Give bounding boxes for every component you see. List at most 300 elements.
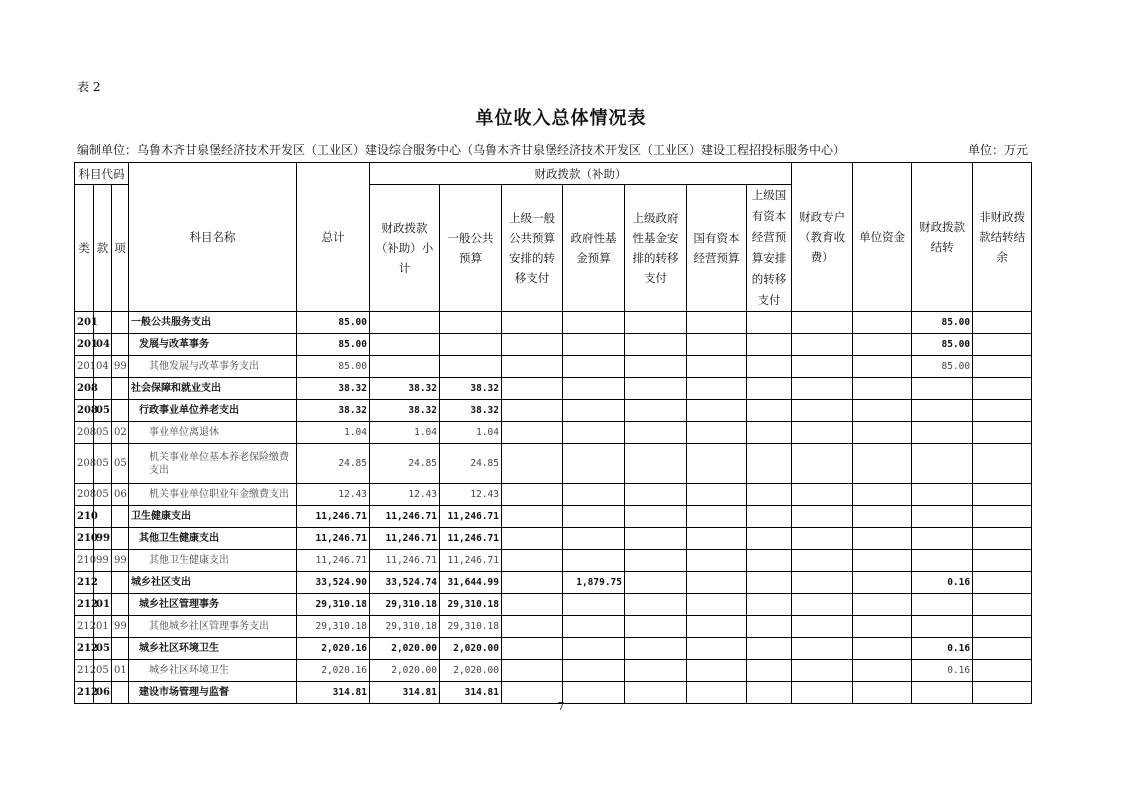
cell-general-budget: 11,246.71 bbox=[440, 550, 502, 572]
cell-lei: 212 bbox=[75, 616, 94, 638]
cell-kuan: 05 bbox=[94, 400, 112, 422]
cell-lei: 212 bbox=[75, 682, 94, 704]
cell-upper-state-capital-transfer bbox=[747, 550, 792, 572]
cell-unit-funds bbox=[853, 616, 912, 638]
cell-fiscal-carryover bbox=[912, 528, 973, 550]
cell-gov-fund bbox=[563, 506, 625, 528]
cell-general-budget: 38.32 bbox=[440, 378, 502, 400]
header-upper-general-transfer: 上级一般公共预算安排的转移支付 bbox=[502, 185, 563, 312]
table-row bbox=[75, 400, 1032, 422]
cell-name: 机关事业单位职业年金缴费支出 bbox=[129, 484, 297, 506]
cell-total: 29,310.18 bbox=[297, 616, 370, 638]
cell-general-budget: 11,246.71 bbox=[440, 528, 502, 550]
cell-unit-funds bbox=[853, 356, 912, 378]
cell-state-capital bbox=[687, 506, 747, 528]
cell-unit-funds bbox=[853, 400, 912, 422]
cell-name: 事业单位离退休 bbox=[129, 422, 297, 444]
header-total: 总计 bbox=[297, 163, 370, 312]
cell-fiscal-carryover: 0.16 bbox=[912, 660, 973, 682]
cell-upper-gov-fund-transfer bbox=[625, 660, 687, 682]
cell-xiang bbox=[112, 378, 129, 400]
table-row bbox=[75, 660, 1032, 682]
cell-upper-state-capital-transfer bbox=[747, 334, 792, 356]
header-lei: 类 bbox=[75, 185, 94, 312]
cell-fiscal-carryover: 0.16 bbox=[912, 638, 973, 660]
cell-upper-general-transfer bbox=[502, 572, 563, 594]
cell-xiang: 99 bbox=[112, 356, 129, 378]
cell-lei: 212 bbox=[75, 660, 94, 682]
cell-unit-funds bbox=[853, 334, 912, 356]
cell-xiang bbox=[112, 528, 129, 550]
cell-lei: 210 bbox=[75, 506, 94, 528]
cell-lei: 201 bbox=[75, 334, 94, 356]
cell-total: 12.43 bbox=[297, 484, 370, 506]
cell-nonfiscal-carryover bbox=[973, 484, 1032, 506]
header-state-capital: 国有资本经营预算 bbox=[687, 185, 747, 312]
cell-fiscal-subtotal: 24.85 bbox=[370, 444, 440, 484]
cell-total: 314.81 bbox=[297, 682, 370, 704]
table-body bbox=[75, 312, 1032, 704]
cell-state-capital bbox=[687, 572, 747, 594]
cell-xiang bbox=[112, 506, 129, 528]
cell-name: 其他城乡社区管理事务支出 bbox=[129, 616, 297, 638]
cell-upper-state-capital-transfer bbox=[747, 444, 792, 484]
cell-kuan: 04 bbox=[94, 356, 112, 378]
cell-lei: 208 bbox=[75, 422, 94, 444]
cell-upper-general-transfer bbox=[502, 528, 563, 550]
cell-fiscal-special bbox=[792, 356, 853, 378]
cell-fiscal-subtotal bbox=[370, 334, 440, 356]
cell-kuan: 01 bbox=[94, 616, 112, 638]
cell-xiang bbox=[112, 334, 129, 356]
cell-fiscal-subtotal: 29,310.18 bbox=[370, 616, 440, 638]
cell-upper-general-transfer bbox=[502, 400, 563, 422]
cell-fiscal-special bbox=[792, 638, 853, 660]
cell-fiscal-carryover bbox=[912, 422, 973, 444]
cell-fiscal-carryover bbox=[912, 444, 973, 484]
cell-name: 一般公共服务支出 bbox=[129, 312, 297, 334]
cell-unit-funds bbox=[853, 422, 912, 444]
cell-kuan: 99 bbox=[94, 528, 112, 550]
cell-upper-general-transfer bbox=[502, 378, 563, 400]
cell-total: 85.00 bbox=[297, 334, 370, 356]
cell-gov-fund bbox=[563, 356, 625, 378]
cell-gov-fund bbox=[563, 528, 625, 550]
cell-upper-state-capital-transfer bbox=[747, 356, 792, 378]
cell-upper-general-transfer bbox=[502, 506, 563, 528]
cell-nonfiscal-carryover bbox=[973, 444, 1032, 484]
cell-name: 发展与改革事务 bbox=[129, 334, 297, 356]
cell-upper-general-transfer bbox=[502, 594, 563, 616]
cell-xiang bbox=[112, 594, 129, 616]
cell-unit-funds bbox=[853, 444, 912, 484]
page-number: 7 bbox=[557, 700, 565, 713]
cell-upper-gov-fund-transfer bbox=[625, 594, 687, 616]
cell-general-budget: 12.43 bbox=[440, 484, 502, 506]
cell-nonfiscal-carryover bbox=[973, 528, 1032, 550]
cell-nonfiscal-carryover bbox=[973, 378, 1032, 400]
cell-total: 2,020.16 bbox=[297, 660, 370, 682]
cell-state-capital bbox=[687, 638, 747, 660]
cell-name: 卫生健康支出 bbox=[129, 506, 297, 528]
cell-fiscal-special bbox=[792, 616, 853, 638]
cell-state-capital bbox=[687, 334, 747, 356]
income-table bbox=[74, 162, 1032, 704]
cell-total: 33,524.90 bbox=[297, 572, 370, 594]
header-fiscal-special: 财政专户（教育收费） bbox=[792, 163, 853, 312]
cell-total: 11,246.71 bbox=[297, 528, 370, 550]
cell-lei: 212 bbox=[75, 572, 94, 594]
cell-upper-general-transfer bbox=[502, 638, 563, 660]
cell-state-capital bbox=[687, 400, 747, 422]
header-fiscal-subtotal: 财政拨款（补助）小计 bbox=[370, 185, 440, 312]
cell-kuan: 05 bbox=[94, 422, 112, 444]
table-row bbox=[75, 572, 1032, 594]
cell-fiscal-subtotal: 38.32 bbox=[370, 378, 440, 400]
cell-total: 29,310.18 bbox=[297, 594, 370, 616]
cell-fiscal-special bbox=[792, 312, 853, 334]
cell-unit-funds bbox=[853, 572, 912, 594]
cell-nonfiscal-carryover bbox=[973, 422, 1032, 444]
cell-fiscal-subtotal: 11,246.71 bbox=[370, 528, 440, 550]
cell-fiscal-carryover bbox=[912, 484, 973, 506]
cell-state-capital bbox=[687, 528, 747, 550]
header-kuan: 款 bbox=[94, 185, 112, 312]
cell-state-capital bbox=[687, 550, 747, 572]
cell-kuan: 06 bbox=[94, 682, 112, 704]
cell-name: 城乡社区环境卫生 bbox=[129, 660, 297, 682]
cell-upper-gov-fund-transfer bbox=[625, 312, 687, 334]
table-header bbox=[75, 163, 1032, 312]
cell-name: 其他卫生健康支出 bbox=[129, 528, 297, 550]
cell-name: 城乡社区支出 bbox=[129, 572, 297, 594]
cell-unit-funds bbox=[853, 528, 912, 550]
cell-fiscal-subtotal: 1.04 bbox=[370, 422, 440, 444]
table-row bbox=[75, 484, 1032, 506]
cell-state-capital bbox=[687, 484, 747, 506]
cell-fiscal-subtotal bbox=[370, 312, 440, 334]
header-unit-funds: 单位资金 bbox=[853, 163, 912, 312]
cell-fiscal-special bbox=[792, 550, 853, 572]
cell-upper-state-capital-transfer bbox=[747, 422, 792, 444]
cell-lei: 208 bbox=[75, 400, 94, 422]
cell-name: 建设市场管理与监督 bbox=[129, 682, 297, 704]
cell-name: 行政事业单位养老支出 bbox=[129, 400, 297, 422]
cell-fiscal-subtotal: 38.32 bbox=[370, 400, 440, 422]
cell-name: 其他卫生健康支出 bbox=[129, 550, 297, 572]
cell-name: 城乡社区管理事务 bbox=[129, 594, 297, 616]
cell-general-budget bbox=[440, 356, 502, 378]
cell-lei: 210 bbox=[75, 528, 94, 550]
cell-xiang bbox=[112, 572, 129, 594]
cell-fiscal-subtotal: 2,020.00 bbox=[370, 660, 440, 682]
table-row bbox=[75, 638, 1032, 660]
cell-upper-state-capital-transfer bbox=[747, 528, 792, 550]
table-row bbox=[75, 334, 1032, 356]
cell-upper-state-capital-transfer bbox=[747, 484, 792, 506]
cell-kuan: 05 bbox=[94, 444, 112, 484]
cell-upper-general-transfer bbox=[502, 422, 563, 444]
cell-name: 城乡社区环境卫生 bbox=[129, 638, 297, 660]
cell-nonfiscal-carryover bbox=[973, 594, 1032, 616]
cell-upper-gov-fund-transfer bbox=[625, 572, 687, 594]
cell-fiscal-subtotal: 2,020.00 bbox=[370, 638, 440, 660]
cell-unit-funds bbox=[853, 484, 912, 506]
cell-fiscal-special bbox=[792, 484, 853, 506]
cell-general-budget: 2,020.00 bbox=[440, 660, 502, 682]
table-row bbox=[75, 422, 1032, 444]
cell-state-capital bbox=[687, 356, 747, 378]
cell-total: 1.04 bbox=[297, 422, 370, 444]
cell-unit-funds bbox=[853, 506, 912, 528]
table-row bbox=[75, 528, 1032, 550]
cell-upper-state-capital-transfer bbox=[747, 400, 792, 422]
cell-gov-fund bbox=[563, 378, 625, 400]
header-fiscal-carryover: 财政拨款结转 bbox=[912, 163, 973, 312]
cell-fiscal-subtotal: 33,524.74 bbox=[370, 572, 440, 594]
cell-gov-fund bbox=[563, 422, 625, 444]
cell-nonfiscal-carryover bbox=[973, 660, 1032, 682]
cell-fiscal-subtotal bbox=[370, 356, 440, 378]
cell-unit-funds bbox=[853, 638, 912, 660]
cell-state-capital bbox=[687, 660, 747, 682]
cell-state-capital bbox=[687, 616, 747, 638]
cell-nonfiscal-carryover bbox=[973, 506, 1032, 528]
cell-gov-fund bbox=[563, 312, 625, 334]
cell-state-capital bbox=[687, 312, 747, 334]
cell-kuan: 05 bbox=[94, 638, 112, 660]
cell-upper-general-transfer bbox=[502, 334, 563, 356]
cell-fiscal-carryover bbox=[912, 378, 973, 400]
cell-general-budget bbox=[440, 312, 502, 334]
table-row bbox=[75, 312, 1032, 334]
cell-kuan: 99 bbox=[94, 550, 112, 572]
cell-xiang: 01 bbox=[112, 660, 129, 682]
cell-gov-fund bbox=[563, 334, 625, 356]
cell-general-budget: 1.04 bbox=[440, 422, 502, 444]
cell-total: 38.32 bbox=[297, 378, 370, 400]
cell-gov-fund bbox=[563, 550, 625, 572]
cell-lei: 208 bbox=[75, 444, 94, 484]
cell-xiang bbox=[112, 638, 129, 660]
cell-kuan: 04 bbox=[94, 334, 112, 356]
header-fiscal-group: 财政拨款（补助） bbox=[370, 163, 792, 185]
cell-total: 85.00 bbox=[297, 356, 370, 378]
cell-upper-state-capital-transfer bbox=[747, 378, 792, 400]
cell-upper-gov-fund-transfer bbox=[625, 444, 687, 484]
cell-unit-funds bbox=[853, 660, 912, 682]
cell-fiscal-special bbox=[792, 660, 853, 682]
cell-lei: 212 bbox=[75, 638, 94, 660]
cell-unit-funds bbox=[853, 312, 912, 334]
cell-upper-general-transfer bbox=[502, 484, 563, 506]
cell-name: 其他发展与改革事务支出 bbox=[129, 356, 297, 378]
table-row bbox=[75, 550, 1032, 572]
unit-line: 单位：万元 bbox=[967, 143, 1028, 157]
header-general-budget: 一般公共预算 bbox=[440, 185, 502, 312]
cell-fiscal-carryover: 0.16 bbox=[912, 572, 973, 594]
cell-nonfiscal-carryover bbox=[973, 616, 1032, 638]
cell-upper-gov-fund-transfer bbox=[625, 550, 687, 572]
cell-fiscal-subtotal: 11,246.71 bbox=[370, 506, 440, 528]
cell-fiscal-carryover bbox=[912, 594, 973, 616]
cell-fiscal-subtotal: 12.43 bbox=[370, 484, 440, 506]
cell-fiscal-special bbox=[792, 378, 853, 400]
cell-state-capital bbox=[687, 378, 747, 400]
cell-fiscal-special bbox=[792, 594, 853, 616]
header-name: 科目名称 bbox=[129, 163, 297, 312]
cell-upper-state-capital-transfer bbox=[747, 616, 792, 638]
cell-total: 38.32 bbox=[297, 400, 370, 422]
cell-fiscal-subtotal: 314.81 bbox=[370, 682, 440, 704]
cell-xiang: 99 bbox=[112, 616, 129, 638]
cell-upper-state-capital-transfer bbox=[747, 660, 792, 682]
cell-upper-gov-fund-transfer bbox=[625, 638, 687, 660]
cell-total: 11,246.71 bbox=[297, 506, 370, 528]
cell-upper-gov-fund-transfer bbox=[625, 400, 687, 422]
cell-nonfiscal-carryover bbox=[973, 334, 1032, 356]
cell-gov-fund bbox=[563, 484, 625, 506]
cell-fiscal-carryover bbox=[912, 506, 973, 528]
cell-fiscal-special bbox=[792, 528, 853, 550]
cell-fiscal-special bbox=[792, 572, 853, 594]
header-gov-fund: 政府性基金预算 bbox=[563, 185, 625, 312]
cell-xiang: 06 bbox=[112, 484, 129, 506]
cell-general-budget: 11,246.71 bbox=[440, 506, 502, 528]
cell-gov-fund bbox=[563, 594, 625, 616]
cell-upper-gov-fund-transfer bbox=[625, 528, 687, 550]
cell-nonfiscal-carryover bbox=[973, 400, 1032, 422]
cell-lei: 201 bbox=[75, 356, 94, 378]
cell-nonfiscal-carryover bbox=[973, 550, 1032, 572]
cell-fiscal-carryover: 85.00 bbox=[912, 356, 973, 378]
cell-upper-gov-fund-transfer bbox=[625, 422, 687, 444]
cell-gov-fund bbox=[563, 400, 625, 422]
cell-nonfiscal-carryover bbox=[973, 638, 1032, 660]
cell-upper-gov-fund-transfer bbox=[625, 616, 687, 638]
cell-gov-fund: 1,879.75 bbox=[563, 572, 625, 594]
cell-kuan: 01 bbox=[94, 594, 112, 616]
cell-gov-fund bbox=[563, 444, 625, 484]
header-nonfiscal-carryover: 非财政拨款结转结余 bbox=[973, 163, 1032, 312]
cell-gov-fund bbox=[563, 616, 625, 638]
cell-state-capital bbox=[687, 594, 747, 616]
header-upper-gov-fund-transfer: 上级政府性基金安排的转移支付 bbox=[625, 185, 687, 312]
cell-nonfiscal-carryover bbox=[973, 356, 1032, 378]
cell-fiscal-carryover: 85.00 bbox=[912, 312, 973, 334]
cell-general-budget: 38.32 bbox=[440, 400, 502, 422]
cell-fiscal-carryover bbox=[912, 550, 973, 572]
cell-unit-funds bbox=[853, 594, 912, 616]
cell-fiscal-subtotal: 11,246.71 bbox=[370, 550, 440, 572]
cell-upper-gov-fund-transfer bbox=[625, 378, 687, 400]
organization-line: 编制单位：乌鲁木齐甘泉堡经济技术开发区（工业区）建设综合服务中心（乌鲁木齐甘泉堡经济技术开发区（工业区）建设工程招投标服务中心） bbox=[77, 143, 846, 157]
cell-kuan: 05 bbox=[94, 484, 112, 506]
cell-upper-general-transfer bbox=[502, 550, 563, 572]
cell-upper-general-transfer bbox=[502, 616, 563, 638]
cell-kuan: 05 bbox=[94, 660, 112, 682]
table-row bbox=[75, 356, 1032, 378]
cell-fiscal-special bbox=[792, 400, 853, 422]
cell-general-budget: 31,644.99 bbox=[440, 572, 502, 594]
cell-total: 2,020.16 bbox=[297, 638, 370, 660]
cell-lei: 210 bbox=[75, 550, 94, 572]
cell-upper-general-transfer bbox=[502, 660, 563, 682]
table-row bbox=[75, 594, 1032, 616]
cell-lei: 201 bbox=[75, 312, 94, 334]
cell-nonfiscal-carryover bbox=[973, 312, 1032, 334]
cell-fiscal-special bbox=[792, 444, 853, 484]
cell-xiang bbox=[112, 400, 129, 422]
cell-fiscal-carryover bbox=[912, 400, 973, 422]
cell-fiscal-carryover: 85.00 bbox=[912, 334, 973, 356]
cell-general-budget: 24.85 bbox=[440, 444, 502, 484]
cell-xiang: 99 bbox=[112, 550, 129, 572]
cell-nonfiscal-carryover bbox=[973, 572, 1032, 594]
cell-state-capital bbox=[687, 422, 747, 444]
cell-general-budget: 314.81 bbox=[440, 682, 502, 704]
cell-upper-state-capital-transfer bbox=[747, 572, 792, 594]
table-label: 表 2 bbox=[77, 80, 101, 94]
cell-gov-fund bbox=[563, 660, 625, 682]
cell-unit-funds bbox=[853, 378, 912, 400]
cell-total: 11,246.71 bbox=[297, 550, 370, 572]
cell-upper-general-transfer bbox=[502, 312, 563, 334]
cell-upper-state-capital-transfer bbox=[747, 638, 792, 660]
cell-upper-state-capital-transfer bbox=[747, 312, 792, 334]
cell-fiscal-subtotal: 29,310.18 bbox=[370, 594, 440, 616]
cell-total: 24.85 bbox=[297, 444, 370, 484]
cell-general-budget: 29,310.18 bbox=[440, 616, 502, 638]
cell-xiang: 05 bbox=[112, 444, 129, 484]
header-xiang: 项 bbox=[112, 185, 129, 312]
cell-state-capital bbox=[687, 444, 747, 484]
table-row bbox=[75, 616, 1032, 638]
header-code-group: 科目代码 bbox=[75, 163, 129, 185]
cell-lei: 212 bbox=[75, 594, 94, 616]
cell-unit-funds bbox=[853, 550, 912, 572]
cell-upper-general-transfer bbox=[502, 356, 563, 378]
cell-general-budget bbox=[440, 334, 502, 356]
cell-general-budget: 2,020.00 bbox=[440, 638, 502, 660]
cell-name: 社会保障和就业支出 bbox=[129, 378, 297, 400]
cell-gov-fund bbox=[563, 638, 625, 660]
table-row bbox=[75, 378, 1032, 400]
cell-upper-state-capital-transfer bbox=[747, 506, 792, 528]
cell-upper-gov-fund-transfer bbox=[625, 356, 687, 378]
cell-upper-state-capital-transfer bbox=[747, 594, 792, 616]
cell-xiang bbox=[112, 312, 129, 334]
cell-fiscal-carryover bbox=[912, 616, 973, 638]
table-row bbox=[75, 444, 1032, 484]
cell-fiscal-special bbox=[792, 422, 853, 444]
cell-xiang: 02 bbox=[112, 422, 129, 444]
header-upper-state-capital-transfer: 上级国有资本经营预算安排的转移支付 bbox=[747, 185, 792, 312]
cell-lei: 208 bbox=[75, 484, 94, 506]
table-row bbox=[75, 506, 1032, 528]
cell-general-budget: 29,310.18 bbox=[440, 594, 502, 616]
cell-fiscal-special bbox=[792, 506, 853, 528]
cell-total: 85.00 bbox=[297, 312, 370, 334]
page-title: 单位收入总体情况表 bbox=[475, 108, 647, 129]
cell-lei: 208 bbox=[75, 378, 94, 400]
cell-upper-gov-fund-transfer bbox=[625, 506, 687, 528]
cell-upper-general-transfer bbox=[502, 444, 563, 484]
cell-upper-gov-fund-transfer bbox=[625, 484, 687, 506]
cell-fiscal-special bbox=[792, 334, 853, 356]
cell-upper-gov-fund-transfer bbox=[625, 334, 687, 356]
cell-name: 机关事业单位基本养老保险缴费支出 bbox=[129, 444, 297, 484]
